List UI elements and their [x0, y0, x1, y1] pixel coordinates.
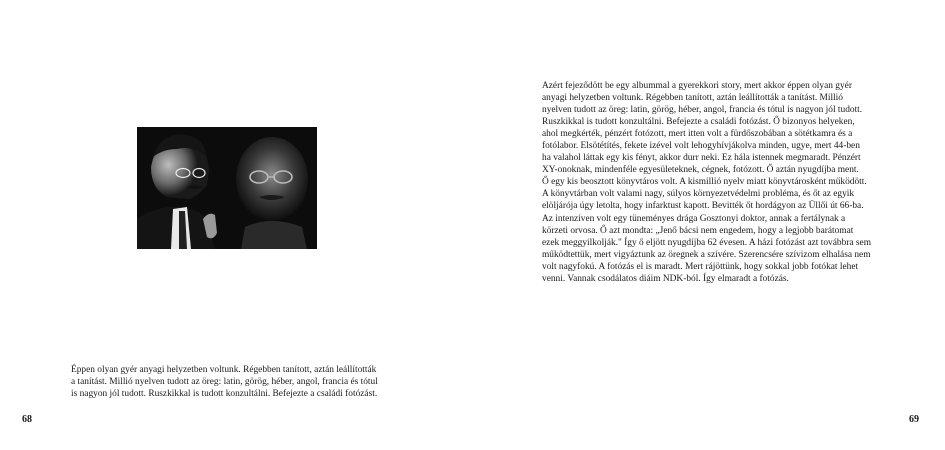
portrait-photo-icon — [137, 127, 317, 249]
text-line: körzeti orvosa. Ő azt mondta: „Jenő bácsi nem engedem, hogy a legjobb barátomat — [542, 225, 854, 236]
text-line: venni. Vannak csodálatos diáim NDK-ból. Így elmaradt a fotózás. — [542, 273, 789, 284]
text-line: működtettük, mert vigyáztunk az öregnek a szívére. Szerencsére szívizom elhalása nem — [542, 249, 871, 260]
text-line: anyagi helyzetben voltunk. Régebben tanított, aztán leállították a tanítást. Millió — [542, 93, 843, 104]
page-number-right: 69 — [909, 414, 919, 425]
text-line: fotólabor. Elsötétítés, fekete izével volt lehogyhívjákolva minden, ugye, mert 44-ben — [542, 141, 860, 152]
body-text — [542, 80, 922, 285]
caption-line: a tanítást. Millió nyelven tudott az öreg: latin, görög, héber, angol, francia és tótul — [71, 377, 378, 388]
text-line: Ő egy kis beosztott könyvtáros volt. A kismillió nyelv miatt könyvtárosként működött. — [542, 177, 867, 188]
text-line: volt nagyfokú. A fotózás el is maradt. Mert rájöttünk, hogy sokkal jobb fotókat lehet — [542, 261, 859, 272]
right-page — [472, 0, 945, 450]
text-line: nyelven tudott az öreg: latin, görög, héber, angol, francia és tótul is nagyon jól tudott. — [542, 105, 863, 116]
page-number-left: 68 — [22, 414, 32, 425]
text-line: A könyvtárban volt valami nagy, súlyos környezetvédelmi probléma, és őt az egyik — [542, 189, 855, 200]
caption-line: is nagyon jól tudott. Ruszkikkal is tudott konzultálni. Befejezte a családi fotózást. — [71, 389, 378, 400]
text-line: Ruszkikkal is tudott konzultálni. Befejezte a családi fotózást. Ő bizonyos helyeken, — [542, 117, 855, 128]
text-line: XY-onoknak, mindenféle egyesületeknek, cégnek, fotózott. Ő aztán nyugdíjba ment. — [542, 165, 859, 176]
caption-line: Éppen olyan gyér anyagi helyzetben voltunk. Régebben tanított, aztán leállították — [71, 365, 377, 375]
text-line: elöljárója úgy letolta, hogy infarktust kapott. Bevitték őt hordágyon az Üllői út 66-ba. — [542, 201, 864, 212]
photo-caption — [71, 364, 411, 401]
left-page — [0, 0, 472, 450]
text-line: ha valahol láttak egy kis fényt, akkor durr neki. Ez hála istennek megmaradt. Pénzért — [542, 153, 861, 164]
text-line: ahol megkérték, pénzért fotózott, mert itten volt a fürdőszobában a sötétkamra és a — [542, 129, 853, 140]
text-line: Az intenzíven volt egy tüneményes drága Gosztonyi doktor, annak a fertálynak a — [542, 213, 846, 224]
text-line: ezek meggyilkolják." Így ő eljött nyugdíjba 62 évesen. A házi fotózást azt továbbra sem — [542, 237, 871, 248]
text-line: Azért fejeződött be egy albummal a gyerekkori story, mert akkor éppen olyan gyér — [542, 81, 852, 91]
portrait-photo — [137, 127, 317, 249]
